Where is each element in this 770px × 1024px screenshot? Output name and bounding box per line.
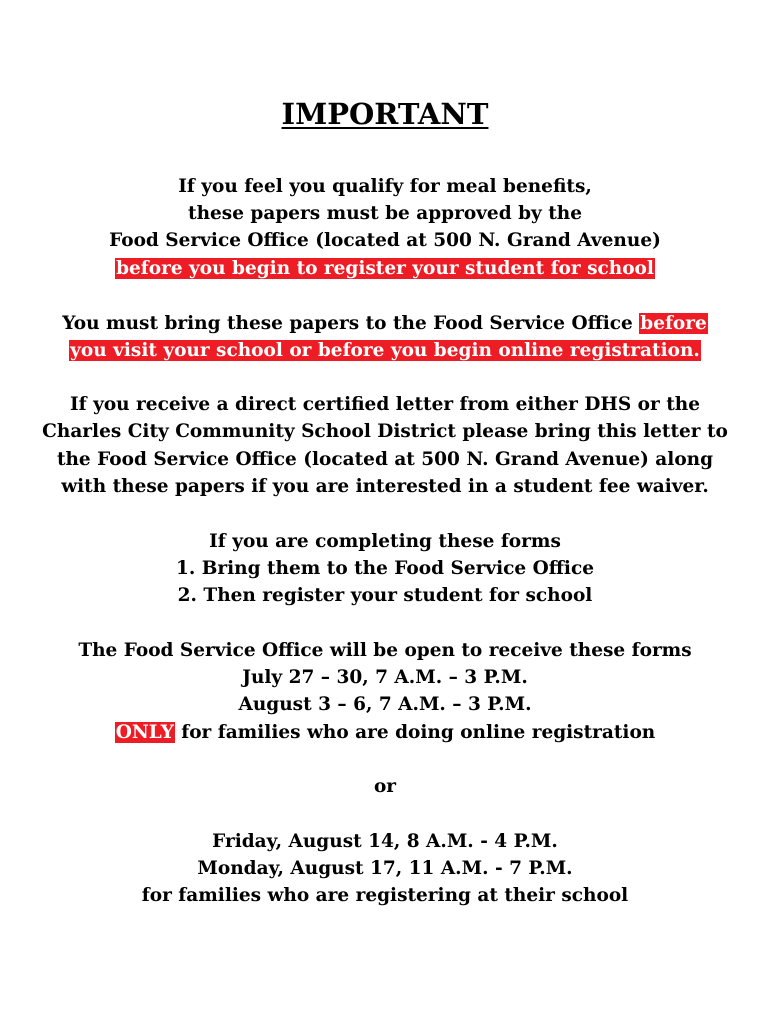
register-warning-highlight: before you begin to register your student for school <box>116 258 654 279</box>
online-registration-line <box>0 719 770 746</box>
or-separator: or <box>373 776 397 797</box>
office-hours-july: July 27 – 30, 7 A.M. – 3 P.M. <box>242 667 528 688</box>
visit-school-highlight: you visit your school or before you begin online registration. <box>70 340 700 361</box>
certified-letter-line-2: Charles City Community School District please bring this letter to <box>42 421 728 442</box>
qualify-line-4 <box>0 255 770 282</box>
qualify-line-3: Food Service Office (located at 500 N. Grand Avenue) <box>109 230 661 251</box>
certified-letter-line-1: If you receive a direct certified letter from either DHS or the <box>70 394 700 415</box>
only-highlight: ONLY <box>115 722 174 743</box>
school-hours-friday: Friday, August 14, 8 A.M. - 4 P.M. <box>212 831 558 852</box>
school-hours-monday: Monday, August 17, 11 A.M. - 7 P.M. <box>197 858 573 879</box>
forms-step-1: 1. Bring them to the Food Service Office <box>176 558 594 579</box>
before-highlight: before <box>640 313 707 334</box>
certified-letter-line-4: with these papers if you are interested in a student fee waiver. <box>61 476 709 497</box>
forms-intro-line: If you are completing these forms <box>209 531 561 552</box>
bring-papers-line-2 <box>0 337 770 364</box>
office-hours-intro: The Food Service Office will be open to receive these forms <box>78 640 692 661</box>
qualify-line-2: these papers must be approved by the <box>188 203 582 224</box>
online-registration-text: for families who are doing online registration <box>174 722 656 743</box>
forms-step-2: 2. Then register your student for school <box>177 585 593 606</box>
school-registration-line: for families who are registering at their school <box>141 885 629 906</box>
certified-letter-line-3: the Food Service Office (located at 500 N. Grand Avenue) along <box>56 449 714 470</box>
page-title: IMPORTANT <box>281 97 489 131</box>
bring-papers-line-1 <box>0 310 770 337</box>
office-hours-august: August 3 – 6, 7 A.M. – 3 P.M. <box>238 694 532 715</box>
bring-papers-text: You must bring these papers to the Food Service Office <box>62 313 640 334</box>
qualify-line-1: If you feel you qualify for meal benefits, <box>178 176 592 197</box>
